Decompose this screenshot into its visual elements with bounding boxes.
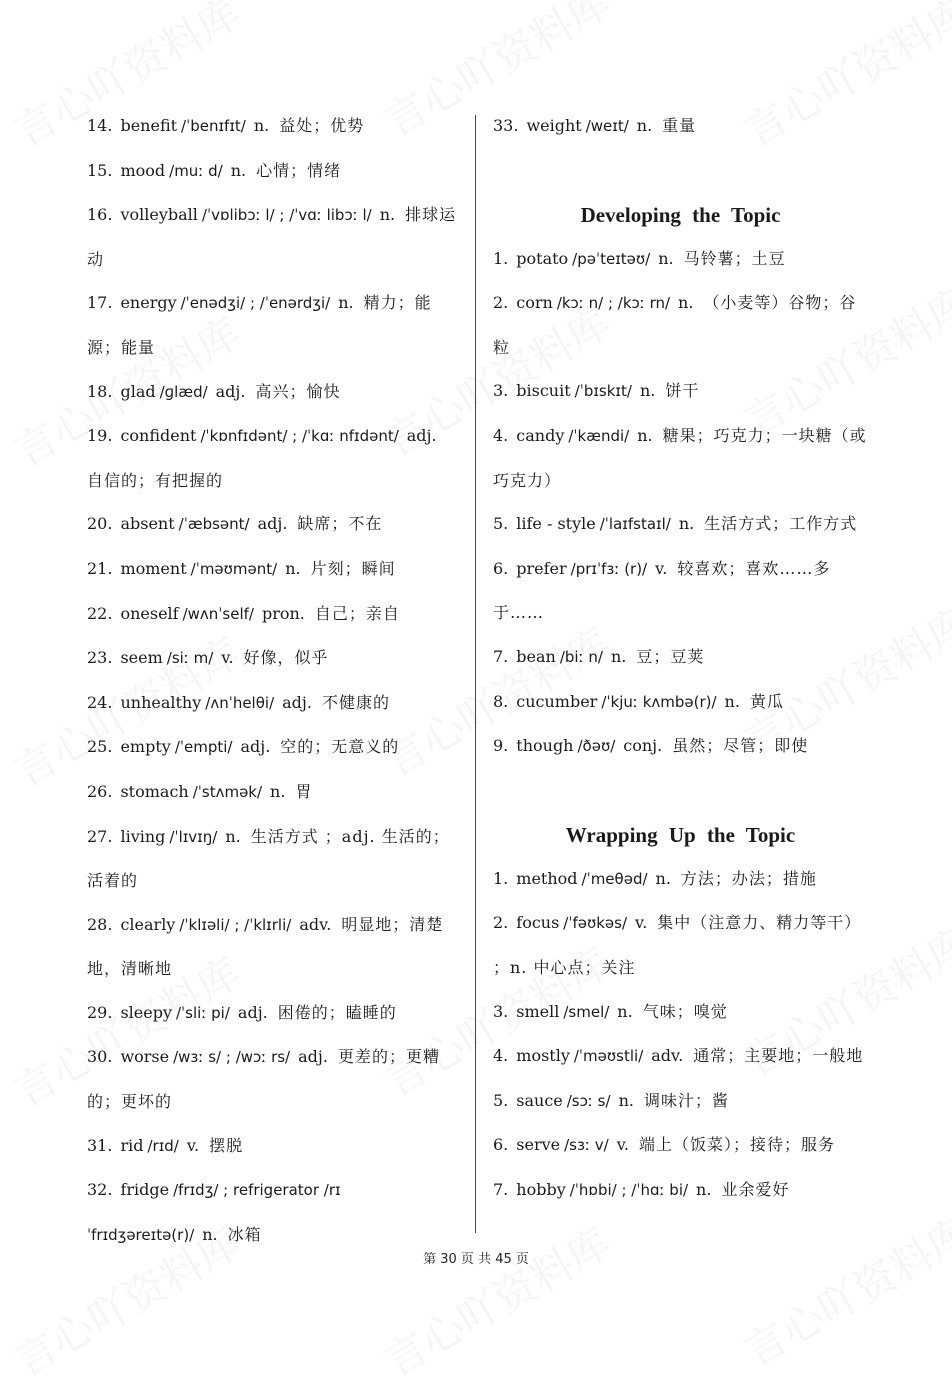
entry-pos: n. [285, 558, 301, 578]
entry-ipa: /wʌnˈself/ [182, 604, 254, 623]
entry-ipa: /frɪdʒ/ ; refrigerator /rɪˈfrɪdʒəreɪtə(r)/ [87, 1181, 341, 1244]
entry-pos: v. [635, 913, 648, 933]
entry-pos: n. [338, 293, 354, 313]
entry-num: 27. [87, 826, 113, 846]
entry-num: 6. [493, 1135, 509, 1155]
vocab-entry [493, 1123, 868, 1168]
vocab-entry [87, 193, 462, 281]
vocab-entry [87, 281, 462, 369]
spacer [493, 149, 868, 193]
vocab-entry [87, 104, 462, 149]
entry-pos: adj. [215, 381, 246, 401]
entry-pos: n. [253, 116, 270, 135]
vocab-entry [493, 857, 868, 902]
entry-ipa: /smel/ [563, 1002, 610, 1021]
entry-def: 方法；办法；措施 [680, 868, 817, 888]
entry-num: 14. [87, 116, 113, 135]
entry-num: 22. [87, 603, 113, 623]
entry-ipa: /ˈbɪskɪt/ [574, 382, 632, 401]
entry-def: 黄瓜 [749, 691, 784, 711]
vocab-entry [87, 991, 462, 1036]
entry-num: 6. [493, 558, 509, 578]
entry-num: 1. [493, 248, 509, 268]
entry-def: 豆；豆荚 [636, 646, 705, 666]
entry-def: 自信的；有把握的 [87, 470, 224, 490]
entry-ipa: /muː d/ [169, 161, 223, 180]
entry-num: 9. [493, 736, 509, 756]
entry-num: 30. [87, 1047, 113, 1067]
entry-ipa: /ˈməʊstli/ [573, 1047, 644, 1066]
entry-def: 通常；主要地；一般地 [693, 1046, 864, 1066]
entry-word: confident [120, 426, 197, 446]
vocab-entry [493, 414, 868, 502]
vocab-entry [493, 547, 868, 635]
entry-def: 调味汁；酱 [643, 1090, 729, 1110]
entry-def: 片刻；瞬间 [310, 558, 396, 578]
entry-num: 26. [87, 781, 113, 801]
entry-ipa: /ˈæbsənt/ [178, 515, 250, 534]
entry-ipa: /ˈenədʒi/ ; /ˈenərdʒi/ [180, 294, 331, 313]
entry-ipa: /prɪˈfɜː (r)/ [570, 559, 648, 578]
entry-num: 3. [493, 1001, 509, 1021]
entry-ipa: /ˈhɒbi/ ; /ˈhɑː bi/ [569, 1180, 689, 1199]
entry-word: unhealthy [120, 692, 202, 712]
entry-pos: adj. [237, 1002, 268, 1022]
entry-word: moment [120, 558, 187, 578]
vocab-entry [493, 281, 868, 369]
entry-ipa: /ˈbenɪfɪt/ [181, 117, 246, 135]
entry-ipa: /ʌnˈhelθi/ [205, 693, 275, 712]
column-divider [475, 115, 476, 1233]
entry-pos: adj. [257, 514, 288, 534]
entry-num: 7. [493, 1179, 509, 1199]
entry-ipa: /weɪt/ [585, 117, 629, 135]
entry-pos: conj. [623, 736, 663, 756]
entry-def: 益处；优势 [279, 116, 365, 135]
entry-num: 33. [493, 116, 519, 135]
entry-num: 16. [87, 205, 113, 225]
entry-word: potato [516, 248, 569, 268]
section-heading-developing: Developing the Topic [580, 202, 781, 227]
spacer [493, 769, 868, 813]
entry-ipa: /sɜː v/ [564, 1136, 609, 1155]
entry-ipa: /ˈmeθəd/ [581, 869, 648, 888]
entry-ipa: /ˈkændi/ [568, 426, 630, 445]
vocab-entry [87, 547, 462, 592]
entry-word: rid [120, 1135, 144, 1155]
entry-word: volleyball [120, 205, 198, 225]
entry-def: 空的；无意义的 [280, 737, 400, 757]
entry-word: glad [120, 381, 156, 401]
entry-word: empty [120, 737, 171, 757]
entry-num: 5. [493, 514, 509, 534]
entry-word: focus [516, 913, 560, 933]
entry-def: 冰箱 [227, 1224, 262, 1244]
vocab-entry [493, 1034, 868, 1079]
vocab-entry [493, 502, 868, 547]
entry-word: biscuit [516, 381, 571, 401]
entry-def: 端上（饭菜）；接待；服务 [638, 1135, 835, 1155]
entry-word: cucumber [516, 691, 598, 711]
entry-pos: pron. [261, 603, 305, 623]
entry-num: 7. [493, 646, 509, 666]
entry-ipa: /ˈklɪəli/ ; /ˈklɪrli/ [179, 915, 292, 934]
entry-pos: n. [678, 514, 695, 534]
entry-def: 生活方式 ；adj. 生活的；活着的 [87, 826, 450, 891]
vocab-entry [493, 104, 868, 149]
entry-word: prefer [516, 558, 567, 578]
entry-ipa: /biː n/ [559, 647, 603, 666]
entry-pos: n. [618, 1090, 634, 1110]
entry-def: 好像，似乎 [243, 648, 329, 668]
entry-word: weight [526, 116, 582, 135]
entry-num: 1. [493, 868, 509, 888]
vocab-entry [87, 592, 462, 637]
entry-word: clearly [120, 914, 176, 934]
entry-pos: n. [379, 205, 396, 225]
vocab-entry [87, 149, 462, 194]
entry-num: 29. [87, 1002, 113, 1022]
entry-def: 更差的；更糟的；更坏的 [87, 1047, 440, 1112]
entry-word: bean [516, 646, 556, 666]
entry-pos: n. [225, 826, 241, 846]
entry-ipa: /ˈməʊmənt/ [190, 559, 278, 578]
entry-word: life - style [516, 514, 596, 534]
entry-ipa: /siː m/ [166, 649, 214, 668]
entry-ipa: /ˈfəʊkəs/ [563, 914, 628, 933]
vocab-entry [493, 680, 868, 725]
entry-ipa: /ˈsliː pi/ [176, 1003, 230, 1022]
watermark [732, 1201, 952, 1379]
vocab-entry [87, 815, 462, 903]
entry-def: 明显地；清楚地，清晰地 [87, 914, 444, 979]
entry-pos: n. [724, 691, 740, 711]
entry-ipa: /sɔː s/ [566, 1091, 611, 1110]
entry-def: 精力；能源；能量 [87, 293, 432, 357]
vocab-entry [87, 903, 462, 991]
entry-def: 气味；嗅觉 [642, 1001, 728, 1021]
entry-num: 15. [87, 160, 113, 180]
entry-num: 4. [493, 425, 509, 445]
entry-num: 25. [87, 737, 113, 757]
entry-word: absent [120, 514, 175, 534]
vocab-entry [87, 770, 462, 815]
entry-pos: adj. [298, 1047, 328, 1067]
entry-def: 自己；亲自 [314, 603, 400, 623]
entry-word: oneself [120, 603, 179, 623]
entry-pos: n. [678, 293, 694, 313]
entry-pos: n. [658, 248, 674, 268]
entry-def: 不健康的 [321, 692, 390, 712]
left-column [87, 104, 462, 1257]
entry-pos: n. [696, 1179, 712, 1199]
vocab-entry [493, 369, 868, 414]
entry-word: sleepy [120, 1002, 172, 1022]
entry-word: corn [516, 293, 553, 313]
entry-pos: v. [186, 1135, 200, 1155]
entry-num: 4. [493, 1046, 509, 1066]
entry-pos: n. [636, 116, 653, 135]
entry-pos: adj. [240, 737, 271, 757]
vocab-entry [493, 635, 868, 680]
entry-pos: adv. [651, 1046, 684, 1066]
entry-ipa: /kɔː n/ ; /kɔː rn/ [556, 294, 671, 313]
entry-ipa: /ˈlaɪfstaɪl/ [599, 515, 671, 534]
entry-word: serve [516, 1135, 561, 1155]
entry-num: 17. [87, 293, 113, 313]
entry-def: 排球运动 [87, 205, 457, 269]
entry-word: method [516, 868, 578, 888]
entry-num: 5. [493, 1090, 509, 1110]
entry-pos: adj. [406, 426, 437, 446]
entry-word: stomach [120, 781, 189, 801]
entry-pos: v. [616, 1135, 629, 1155]
entry-def: 生活方式；工作方式 [704, 514, 858, 534]
entry-word: hobby [516, 1179, 566, 1199]
entry-ipa: /wɜː s/ ; /wɔː rs/ [173, 1048, 291, 1067]
vocab-entry [493, 724, 868, 769]
entry-ipa: /ˈkjuː kʌmbə(r)/ [601, 692, 717, 711]
entry-num: 31. [87, 1135, 113, 1155]
entry-def: 摆脱 [209, 1135, 244, 1155]
entry-pos: v. [221, 648, 234, 668]
entry-num: 23. [87, 648, 113, 668]
vocab-entry [87, 370, 462, 415]
entry-word: benefit [120, 116, 178, 135]
entry-word: though [516, 736, 574, 756]
vocab-entry [87, 636, 462, 681]
entry-def: （小麦等）谷物；谷粒 [493, 293, 857, 357]
entry-ipa: /ˈlɪvɪŋ/ [169, 827, 218, 846]
entry-word: seem [120, 648, 163, 668]
entry-pos: adv. [299, 914, 332, 934]
vocab-entry [493, 901, 868, 989]
entry-num: 21. [87, 558, 113, 578]
section-heading-wrapping: Wrapping Up the Topic [565, 822, 796, 847]
vocab-entry [87, 1168, 462, 1257]
entry-def: 高兴；愉快 [255, 381, 341, 401]
entry-num: 2. [493, 913, 509, 933]
entry-def: 困倦的；瞌睡的 [277, 1002, 397, 1022]
vocab-entry [87, 725, 462, 770]
entry-num: 2. [493, 293, 509, 313]
page-footer: 第 30 页 共 45 页 [423, 1252, 529, 1267]
entry-def: 业余爱好 [721, 1179, 790, 1199]
entry-word: living [120, 826, 166, 846]
vocab-entry [87, 1035, 462, 1123]
entry-ipa: /ɡlæd/ [159, 382, 208, 401]
entry-pos: n. [639, 381, 656, 401]
entry-def: 集中（注意力、精力等干） ；n. 中心点；关注 [493, 913, 862, 977]
entry-word: mostly [516, 1046, 570, 1066]
entry-ipa: /ˈvɒlibɔː l/ ; /ˈvɑː libɔː l/ [201, 206, 372, 225]
entry-ipa: /rɪd/ [147, 1136, 179, 1155]
entry-word: sauce [516, 1090, 563, 1110]
entry-def: 胃 [295, 781, 313, 801]
entry-num: 20. [87, 514, 113, 534]
entry-word: smell [516, 1001, 560, 1021]
entry-pos: adj. [282, 692, 312, 712]
entry-def: 较喜欢；喜欢……多于…… [493, 558, 831, 623]
entry-pos: v. [655, 558, 668, 578]
vocab-entry [493, 237, 868, 282]
entry-word: mood [120, 160, 166, 180]
entry-def: 饼干 [665, 381, 700, 401]
vocab-entry [493, 990, 868, 1035]
entry-pos: n. [610, 646, 627, 666]
entry-num: 3. [493, 381, 509, 401]
right-column [493, 104, 868, 1212]
vocab-entry [493, 1168, 868, 1213]
entry-def: 心情；情绪 [256, 160, 342, 180]
entry-ipa: /ðəʊ/ [577, 737, 616, 756]
vocab-entry [87, 502, 462, 547]
vocab-entry [87, 681, 462, 726]
entry-def: 马铃薯；土豆 [683, 248, 786, 268]
entry-ipa: /pəˈteɪtəʊ/ [572, 249, 651, 268]
entry-ipa: /ˈkɒnfɪdənt/ ; /ˈkɑː nfɪdənt/ [200, 427, 399, 446]
entry-word: candy [516, 425, 565, 445]
entry-pos: n. [202, 1224, 218, 1244]
entry-num: 28. [87, 914, 113, 934]
entry-pos: n. [655, 868, 671, 888]
entry-pos: n. [270, 781, 286, 801]
entry-num: 18. [87, 381, 113, 401]
entry-word: energy [120, 293, 177, 313]
entry-num: 32. [87, 1180, 113, 1200]
entry-def: 虽然；尽管；即使 [672, 736, 809, 756]
entry-pos: n. [230, 160, 247, 180]
entry-word: worse [120, 1047, 170, 1067]
entry-ipa: /ˈstʌmək/ [192, 782, 263, 801]
entry-ipa: /ˈempti/ [174, 738, 233, 757]
vocab-entry [87, 414, 462, 502]
entry-word: fridge [120, 1180, 170, 1200]
entry-num: 8. [493, 691, 509, 711]
entry-pos: n. [637, 425, 653, 445]
entry-def: 重量 [662, 116, 697, 135]
entry-pos: n. [617, 1001, 633, 1021]
vocab-entry [87, 1124, 462, 1169]
vocab-entry [493, 1079, 868, 1124]
entry-num: 19. [87, 426, 113, 446]
entry-def: 缺席；不在 [297, 514, 383, 534]
entry-def: 糖果；巧克力；一块糖（或巧克力） [493, 425, 867, 490]
entry-num: 24. [87, 692, 113, 712]
